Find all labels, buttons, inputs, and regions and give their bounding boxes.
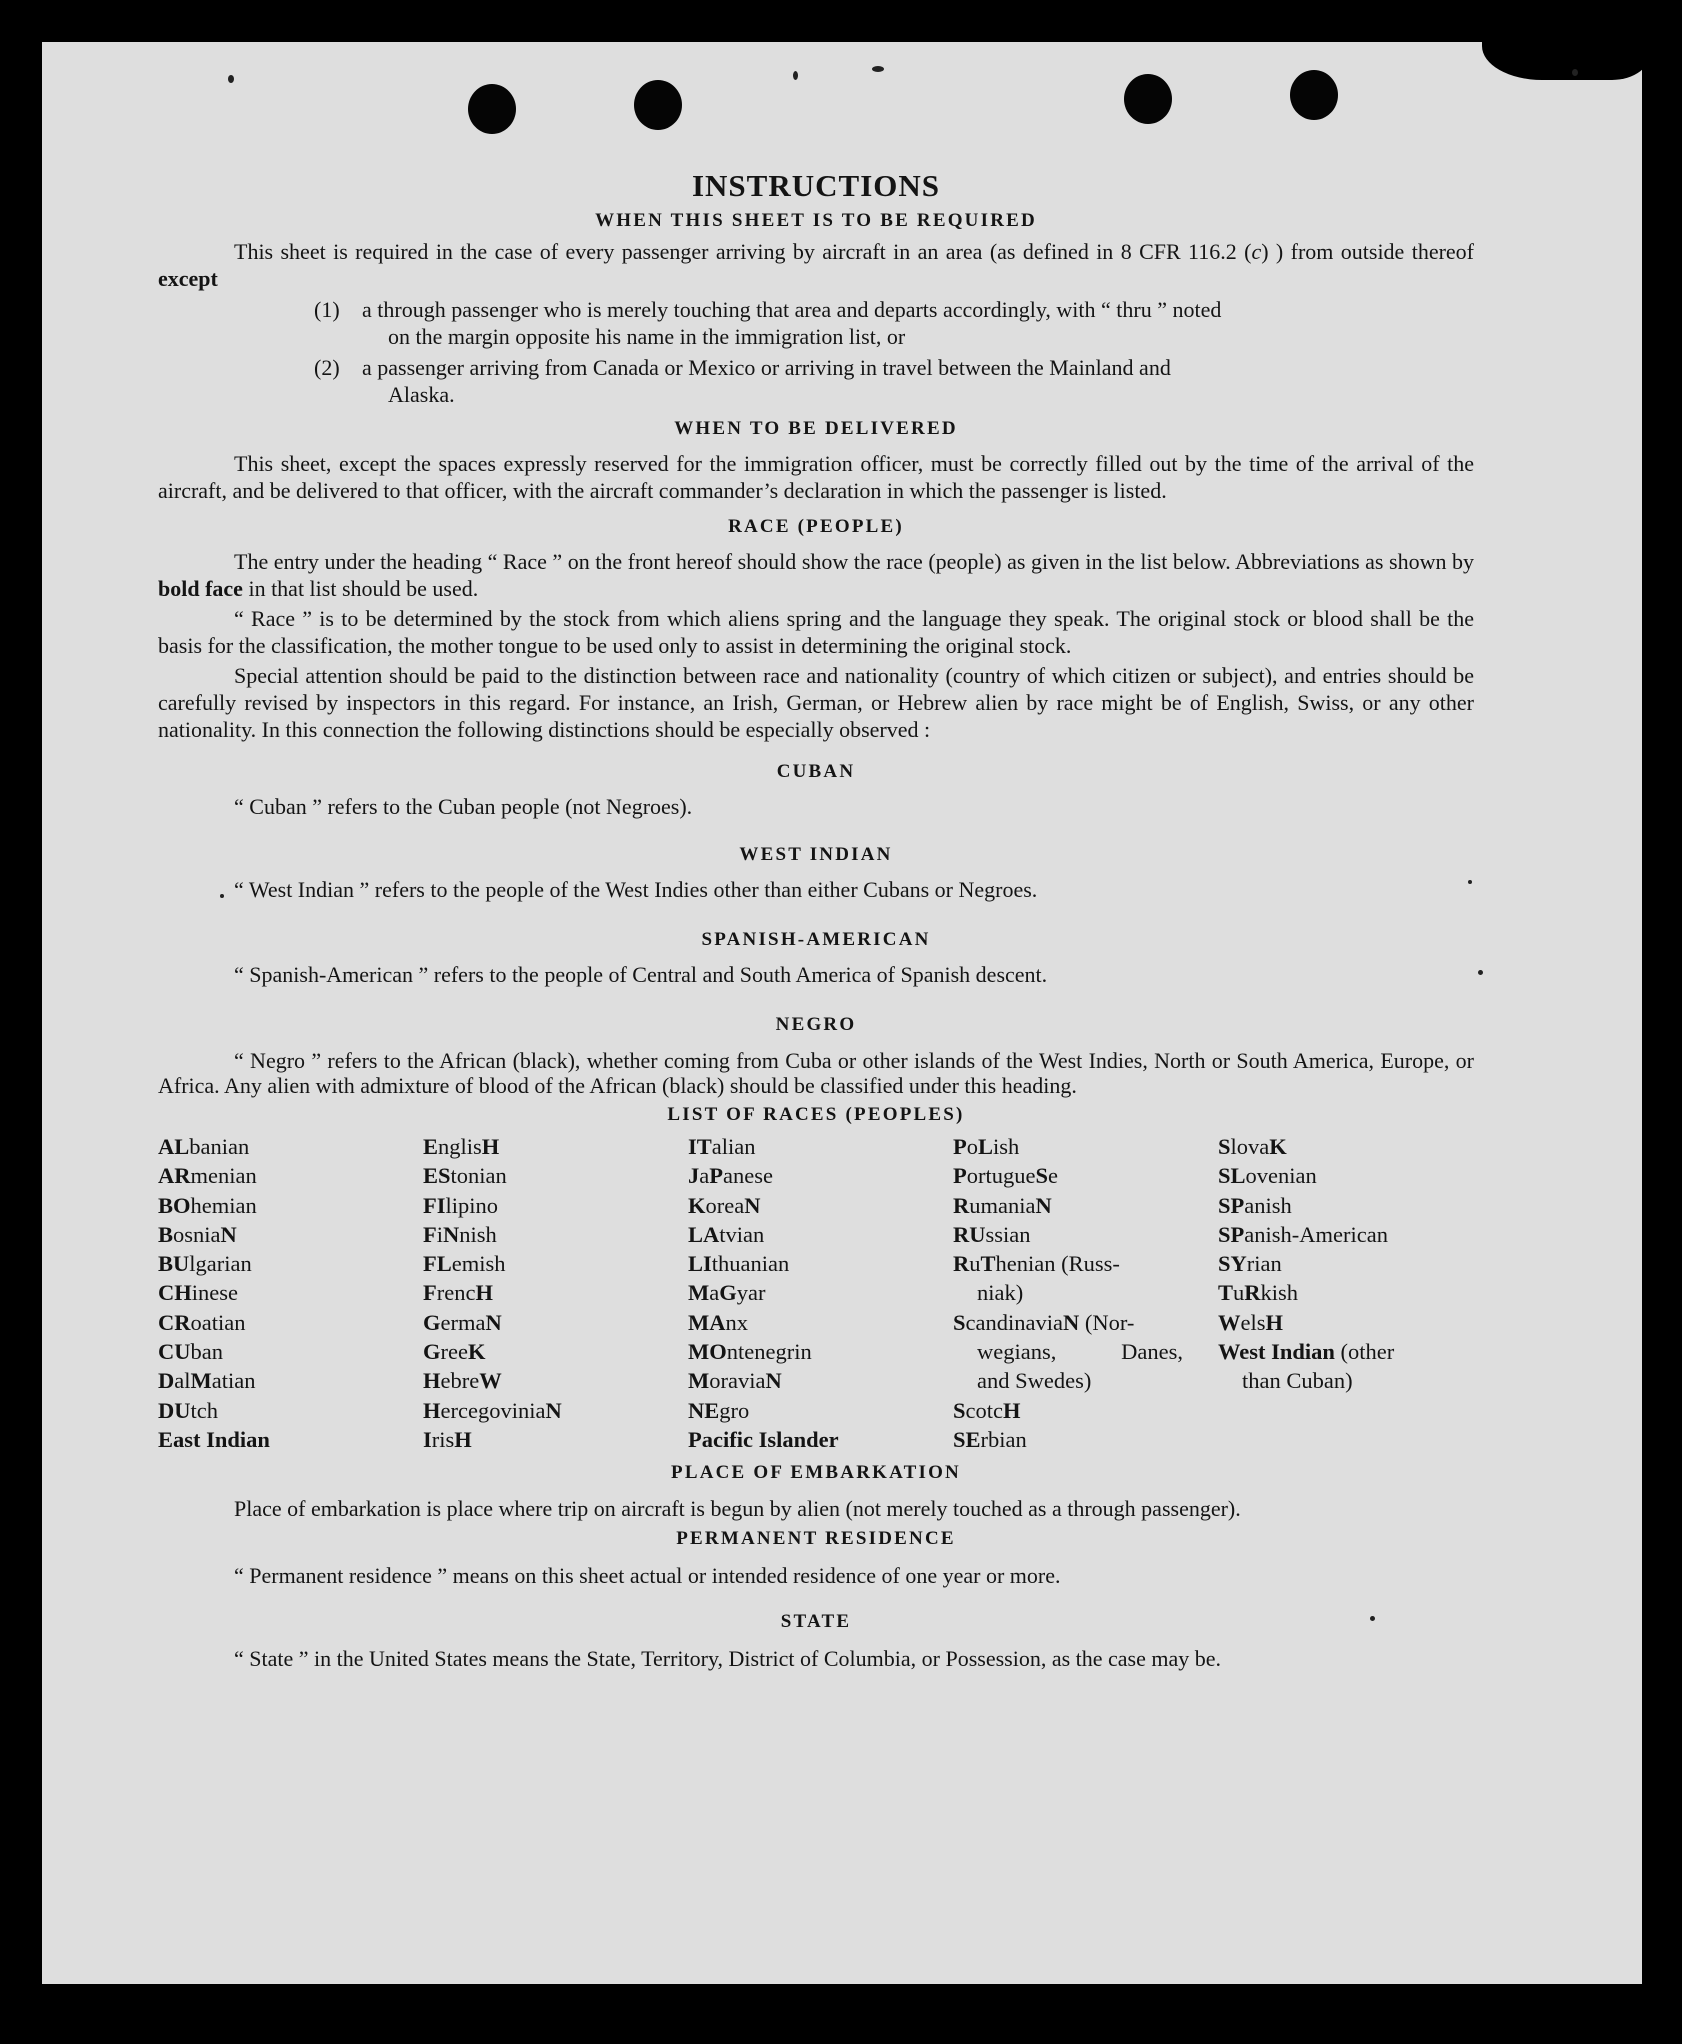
race-entry [1218, 1161, 1474, 1190]
race-entry [953, 1161, 1218, 1190]
race-abbrev-letters: R [953, 1251, 970, 1277]
race-entry [158, 1425, 423, 1454]
race-letters: a [699, 1163, 710, 1189]
race-entry [423, 1249, 688, 1278]
race-abbrev-letters: I [423, 1426, 432, 1452]
race-entry [688, 1278, 953, 1307]
race-entry [158, 1308, 423, 1337]
race-letters: gro [719, 1397, 750, 1423]
when-delivered-text: This sheet, except the spaces expressly reserved for the immigration officer, must be correctly filled out by the time of the arrival of the aircraft, and be delivered to that officer, with the aircraft commander’s declaration in which the passenger is listed. [158, 451, 1474, 503]
race-letters: al [174, 1368, 191, 1394]
race-letters: menian [190, 1163, 257, 1189]
race-letters: oatian [190, 1309, 246, 1335]
race-letters: ercegovinia [440, 1397, 546, 1423]
negro-text: “ Negro ” refers to the African (black), whether coming from Cuba or other islands of the West Indies, North or South America, Europe, or Africa. Any alien with admixture of blood of the African (black) should be classified under this heading. [158, 1048, 1474, 1098]
race-letters: o [966, 1134, 978, 1159]
race-abbrev-letters: N [443, 1221, 460, 1247]
race-abbrev-letters: M [688, 1368, 710, 1394]
heading-spanish-american: SPANISH-AMERICAN [701, 929, 931, 950]
race-entry [423, 1278, 688, 1307]
race-abbrev-letters: N [1035, 1192, 1052, 1218]
race-entry [953, 1220, 1218, 1249]
race-letters: oravia [709, 1368, 766, 1394]
race-letters: than Cuban) [1242, 1368, 1353, 1394]
race-abbrev-letters: R [953, 1192, 970, 1218]
race-letters: lgarian [189, 1251, 252, 1277]
speck-mark [793, 71, 798, 80]
race-letters: ebre [440, 1368, 480, 1394]
race-letters: u [969, 1251, 981, 1277]
race-abbrev-letters: BO [158, 1192, 191, 1218]
race-abbrev-letters: F [423, 1280, 437, 1306]
race-abbrev-letters: L [978, 1134, 994, 1159]
intro-text-b: ) ) from outside thereof [1261, 239, 1474, 264]
race-abbrev-letters: SE [953, 1426, 981, 1452]
race-abbrev-letters: E [423, 1134, 439, 1159]
embarkation-text: Place of embarkation is place where trip on aircraft is begun by alien (not merely touched as a through passenger). [234, 1496, 1241, 1522]
race-letters: niak) [977, 1280, 1024, 1306]
race-entry [688, 1396, 953, 1425]
race-letters: atian [211, 1368, 256, 1394]
race-letters: i [436, 1221, 444, 1247]
west-indian-text: “ West Indian ” refers to the people of the West Indies other than either Cubans or Negroes. [234, 877, 1038, 902]
race-letters: e [1048, 1163, 1058, 1189]
race-letters: ban [190, 1339, 223, 1365]
race-letters: rian [1246, 1251, 1282, 1277]
race-entry [1218, 1366, 1474, 1395]
race-entry [423, 1220, 688, 1249]
race-abbrev-letters: RU [953, 1221, 986, 1247]
heading-permanent-residence: PERMANENT RESIDENCE [676, 1528, 956, 1550]
race-column [423, 1132, 688, 1454]
race-letters: lipino [445, 1192, 499, 1218]
race-entry [688, 1220, 953, 1249]
race-entry [423, 1161, 688, 1190]
race-letters: ntenegrin [726, 1339, 812, 1365]
race-entry [953, 1132, 1218, 1161]
race-abbrev-letters: P [953, 1134, 967, 1159]
race-abbrev-letters: T [980, 1251, 996, 1277]
race-abbrev-letters: CR [158, 1309, 191, 1335]
heading-cuban: CUBAN [776, 761, 856, 782]
race-abbrev-letters: K [467, 1339, 486, 1365]
heading-race: RACE (PEOPLE) [728, 516, 904, 537]
heading-state: STATE [780, 1611, 852, 1633]
race-abbrev-letters: M [688, 1280, 710, 1306]
race-abbrev-letters: MO [688, 1339, 727, 1365]
race-letters: hemian [190, 1192, 257, 1218]
race-abbrev-letters: LI [688, 1251, 712, 1277]
race-abbrev-letters: SP [1218, 1221, 1245, 1247]
punch-hole [634, 80, 682, 130]
race-abbrev-letters: H [454, 1426, 472, 1452]
race-abbrev-letters: G [423, 1309, 441, 1335]
race-abbrev-letters: AR [158, 1163, 191, 1189]
race-abbrev-letters: S [1035, 1163, 1048, 1189]
race-letters: wegians, [977, 1339, 1057, 1365]
heading-when-required: WHEN THIS SHEET IS TO BE REQUIRED [595, 210, 1037, 231]
race-letters: nglis [438, 1134, 482, 1159]
race-abbrev-letters: West Indian [1218, 1339, 1335, 1365]
speck-mark [1478, 970, 1483, 975]
when-required-intro [158, 238, 1474, 292]
race-entry [423, 1396, 688, 1425]
race-entry [953, 1278, 1218, 1307]
intro-text-a: This sheet is required in the case of every passenger arriving by aircraft in an area (as defined in 8 CFR 116.2 ( [234, 239, 1252, 264]
race-entry [953, 1308, 1218, 1337]
race-abbrev-letters: Pacific Islander [688, 1426, 839, 1452]
race-letters: alian [711, 1134, 756, 1159]
punch-hole [1290, 70, 1338, 120]
race-p1-bold: bold face [158, 576, 243, 601]
race-entry [158, 1191, 423, 1220]
race-abbrev-letters: F [423, 1221, 437, 1247]
race-abbrev-letters: ES [423, 1163, 451, 1189]
race-letters: anish [1244, 1192, 1292, 1218]
race-letters: els [1240, 1309, 1266, 1335]
race-abbrev-letters: N [765, 1368, 782, 1394]
race-entry [158, 1132, 423, 1161]
race-entry [423, 1337, 688, 1366]
race-entry [688, 1249, 953, 1278]
item-text [362, 354, 1474, 408]
race-abbrev-letters: S [953, 1309, 966, 1335]
race-entry [423, 1366, 688, 1395]
race-abbrev-letters: W [1218, 1309, 1241, 1335]
permanent-residence-text: “ Permanent residence ” means on this sheet actual or intended residence of one year or more. [234, 1563, 1061, 1589]
instructions-body [158, 126, 1474, 1675]
race-abbrev-letters: DU [158, 1397, 191, 1423]
item-line-1: a passenger arriving from Canada or Mexico or arriving in travel between the Mainland and [362, 355, 1171, 380]
race-column [158, 1132, 423, 1454]
race-entry [423, 1308, 688, 1337]
race-letters: lova [1230, 1134, 1270, 1159]
page-title: INSTRUCTIONS [691, 168, 940, 203]
torn-corner [1482, 36, 1652, 80]
race-abbrev-letters: NE [688, 1397, 720, 1423]
race-entry [158, 1220, 423, 1249]
race-entry [688, 1191, 953, 1220]
race-letters: banian [189, 1134, 250, 1159]
races-list [158, 1132, 1474, 1454]
race-letters: ssian [985, 1221, 1031, 1247]
race-entry [688, 1132, 953, 1161]
race-abbrev-letters: N [220, 1221, 237, 1247]
race-abbrev-letters: IT [688, 1134, 712, 1159]
race-entry [1218, 1191, 1474, 1220]
race-abbrev-letters: T [1218, 1280, 1234, 1306]
race-abbrev-letters: SY [1218, 1251, 1247, 1277]
state-text: “ State ” in the United States means the State, Territory, District of Columbia, or Possession, as the case may be. [234, 1646, 1222, 1672]
race-entry [688, 1366, 953, 1395]
race-entry [688, 1308, 953, 1337]
race-letters: candinavia [965, 1309, 1063, 1335]
item-line-2: on the margin opposite his name in the immigration list, or [388, 324, 906, 349]
race-abbrev-letters: G [423, 1339, 441, 1365]
race-letters: rbian [980, 1426, 1027, 1452]
race-abbrev-letters: P [709, 1163, 723, 1189]
race-p1-b: in that list should be used. [242, 576, 479, 601]
race-letters: erma [440, 1309, 486, 1335]
race-abbrev-letters: M [190, 1368, 212, 1394]
race-letters: henian (Russ- [995, 1251, 1120, 1277]
race-column [953, 1132, 1218, 1454]
race-entry [688, 1161, 953, 1190]
race-letters: u [1233, 1280, 1245, 1306]
race-entry [158, 1366, 423, 1395]
race-letters: emish [451, 1251, 506, 1277]
exception-item-1 [314, 296, 1474, 350]
race-letters: inese [191, 1280, 238, 1306]
race-entry [953, 1425, 1218, 1454]
race-abbrev-letters: CH [158, 1280, 192, 1306]
race-abbrev-letters: R [1244, 1280, 1261, 1306]
race-abbrev-letters: H [481, 1134, 500, 1159]
race-abbrev-letters: G [719, 1280, 737, 1306]
race-entry [688, 1337, 953, 1366]
exception-item-2 [314, 354, 1474, 408]
race-abbrev-letters: H [475, 1280, 493, 1306]
race-entry [953, 1366, 1218, 1395]
race-letters: (Nor- [1079, 1309, 1135, 1335]
race-paragraph-3: Special attention should be paid to the distinction between race and nationality (country of which citizen or subject), and entries should be carefully revised by inspectors in this regard. For instance, an Irish, German, or Hebrew alien by race might be of English, Swiss, or any other nationality. In this connection the following distinctions should be especially observed : [158, 663, 1474, 742]
heading-west-indian: WEST INDIAN [739, 844, 893, 865]
race-letters: a [709, 1280, 720, 1306]
race-entry [1218, 1220, 1474, 1249]
race-abbrev-letters: FI [423, 1192, 446, 1218]
race-abbrev-letters: N [485, 1309, 502, 1335]
heading-when-delivered: WHEN TO BE DELIVERED [674, 418, 958, 439]
race-abbrev-letters: H [1265, 1309, 1284, 1335]
race-entry [1218, 1278, 1474, 1307]
race-paragraph-2: “ Race ” is to be determined by the stock from which aliens spring and the language they speak. The original stock or blood shall be the basis for the classification, the mother tongue to be used only to assist in determining the original stock. [158, 606, 1474, 658]
race-entry [158, 1278, 423, 1307]
race-letters: osnia [173, 1221, 221, 1247]
race-abbrev-letters: K [688, 1192, 706, 1218]
heading-embarkation: PLACE OF EMBARKATION [671, 1462, 961, 1484]
race-entry [953, 1191, 1218, 1220]
race-letters: ree [440, 1339, 468, 1365]
race-abbrev-letters: MA [688, 1309, 726, 1335]
speck-mark [228, 75, 234, 83]
race-abbrev-letters: N [545, 1397, 562, 1423]
race-letters: tvian [719, 1221, 765, 1247]
item-number: (1) [314, 297, 340, 322]
race-letters: cotc [965, 1397, 1003, 1423]
race-letters: anese [723, 1163, 773, 1189]
item-line-1: a through passenger who is merely touching that area and departs accordingly, with “ thru ” noted [362, 297, 1222, 322]
intro-except: except [158, 266, 218, 291]
race-letters: tonian [450, 1163, 507, 1189]
race-abbrev-letters: B [158, 1221, 174, 1247]
race-entry [423, 1425, 688, 1454]
race-abbrev-letters: East Indian [158, 1426, 270, 1452]
race-abbrev-letters: LA [688, 1221, 720, 1247]
race-abbrev-letters: H [1003, 1397, 1021, 1423]
race-paragraph-1 [158, 548, 1474, 602]
race-column [688, 1132, 953, 1454]
race-abbrev-letters: N [1062, 1309, 1080, 1335]
race-entry [158, 1337, 423, 1366]
race-entry [158, 1396, 423, 1425]
race-abbrev-letters: SL [1218, 1163, 1246, 1189]
heading-list-of-races: LIST OF RACES (PEOPLES) [667, 1104, 965, 1125]
race-abbrev-letters: AL [158, 1134, 190, 1159]
race-letters: and Swedes) [977, 1368, 1092, 1394]
race-entry [1218, 1308, 1474, 1337]
race-letters: tch [190, 1397, 218, 1423]
race-entry [423, 1191, 688, 1220]
race-abbrev-letters: H [423, 1368, 441, 1394]
race-letters: umania [969, 1192, 1036, 1218]
race-abbrev-letters: P [953, 1163, 967, 1189]
intro-text-c: c [1251, 239, 1262, 264]
race-letters: Danes, [1121, 1339, 1183, 1365]
race-entry [1218, 1337, 1474, 1366]
spanish-american-text: “ Spanish-American ” refers to the people of Central and South America of Spanish descent. [234, 962, 1048, 987]
race-abbrev-letters: S [953, 1397, 966, 1423]
race-abbrev-letters: D [158, 1368, 175, 1394]
race-abbrev-letters: N [744, 1192, 761, 1218]
race-abbrev-letters: CU [158, 1339, 191, 1365]
race-abbrev-letters: J [688, 1163, 700, 1189]
race-entry [953, 1249, 1218, 1278]
race-abbrev-letters: H [423, 1397, 441, 1423]
race-entry [158, 1161, 423, 1190]
punch-hole [1124, 74, 1172, 124]
speck-mark [1572, 69, 1578, 76]
race-entry [1218, 1249, 1474, 1278]
race-abbrev-letters: W [479, 1368, 502, 1394]
race-p1-a: The entry under the heading “ Race ” on the front hereof should show the race (people) as given in the list below. Abbreviations as shown by [234, 549, 1474, 574]
race-letters: nx [725, 1309, 748, 1335]
race-letters: ortugue [966, 1163, 1036, 1189]
race-letters: nish [459, 1221, 497, 1247]
race-abbrev-letters: FL [423, 1251, 452, 1277]
race-entry [953, 1396, 1218, 1425]
race-abbrev-letters: BU [158, 1251, 190, 1277]
race-letters: kish [1260, 1280, 1299, 1306]
cuban-text: “ Cuban ” refers to the Cuban people (not Negroes). [234, 794, 693, 819]
race-entry [158, 1249, 423, 1278]
race-letters: orea [705, 1192, 745, 1218]
race-abbrev-letters: K [1269, 1134, 1287, 1159]
race-entry [688, 1425, 953, 1454]
race-letters: ris [431, 1426, 455, 1452]
race-entry [953, 1337, 1183, 1366]
heading-negro: NEGRO [775, 1014, 857, 1035]
race-letters: ovenian [1245, 1163, 1317, 1189]
item-line-2: Alaska. [388, 382, 455, 407]
race-letters: thuanian [711, 1251, 790, 1277]
race-column [1218, 1132, 1474, 1454]
item-number: (2) [314, 355, 340, 380]
race-letters: yar [736, 1280, 766, 1306]
race-abbrev-letters: SP [1218, 1192, 1245, 1218]
race-letters: ish [993, 1134, 1020, 1159]
race-entry [1218, 1132, 1474, 1161]
race-abbrev-letters: S [1218, 1134, 1231, 1159]
speck-mark [872, 66, 884, 72]
item-text [362, 296, 1474, 350]
race-letters: anish-American [1244, 1221, 1388, 1247]
race-letters: renc [436, 1280, 476, 1306]
race-letters: (other [1334, 1339, 1395, 1365]
race-entry [423, 1132, 688, 1161]
